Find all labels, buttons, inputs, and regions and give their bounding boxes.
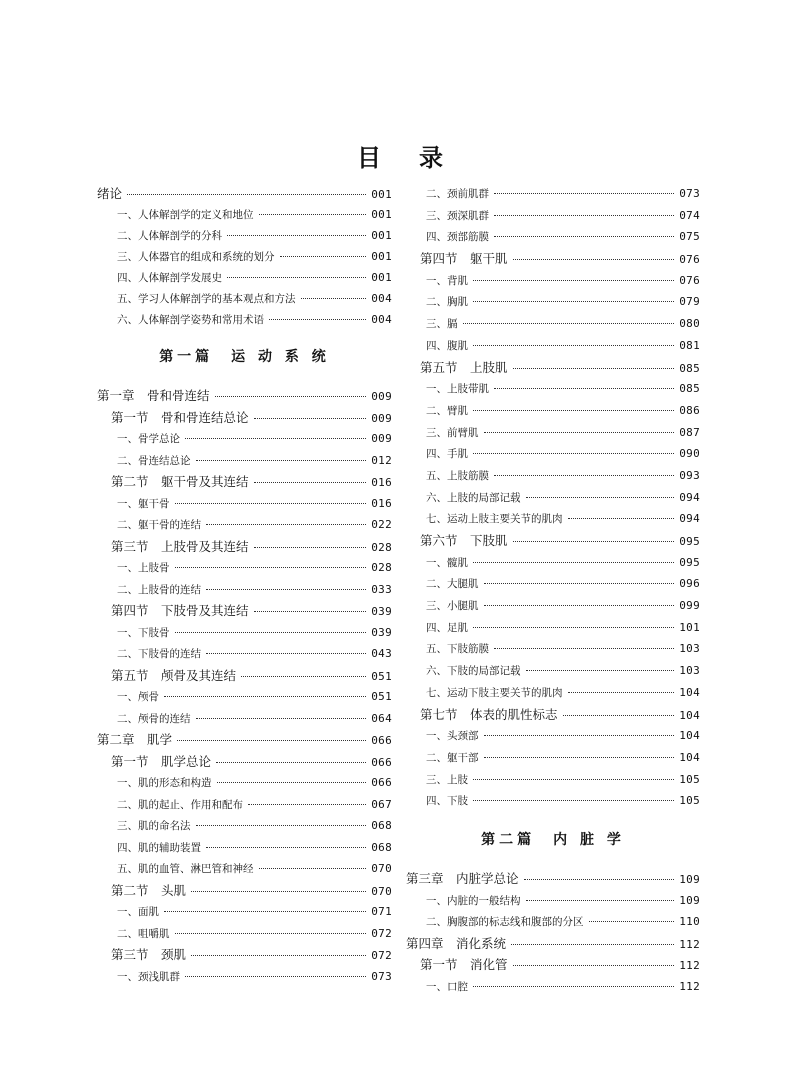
toc-label: 第一节 肌学总论 (111, 753, 212, 769)
page-number: 075 (679, 230, 700, 244)
toc-label: 二、躯干骨的连结 (117, 519, 201, 531)
toc-section[interactable] (406, 530, 700, 552)
dot-leader (494, 475, 674, 476)
toc-label: 一、头颈部 (426, 730, 479, 743)
toc-item[interactable] (97, 428, 392, 450)
toc-label: 第一章 骨和骨连结 (97, 388, 210, 403)
dot-leader (259, 868, 367, 869)
dot-leader (526, 497, 675, 498)
toc-chapter[interactable] (97, 385, 392, 407)
toc-item[interactable] (97, 901, 392, 923)
toc-label: 三、小腿肌 (426, 600, 479, 613)
dot-leader (280, 256, 367, 257)
toc-label: 二、颅骨的连结 (117, 712, 191, 725)
toc-section[interactable] (97, 407, 392, 429)
toc-section[interactable] (97, 600, 392, 622)
page-number: 103 (679, 642, 700, 656)
toc-item[interactable] (406, 573, 700, 595)
dot-leader (216, 762, 366, 763)
toc-label: 四、腹肌 (426, 339, 468, 352)
page-number: 104 (679, 685, 700, 699)
toc-label: 第二节 头肌 (111, 882, 187, 898)
toc-item[interactable] (97, 288, 392, 309)
toc-section[interactable] (97, 471, 392, 493)
toc-label: 四、足肌 (426, 621, 468, 634)
page-number: 028 (371, 561, 392, 574)
page-number: 101 (679, 620, 700, 634)
toc-label: 一、内脏的一般结构 (426, 894, 521, 907)
page-number: 016 (371, 496, 392, 510)
dot-leader (191, 891, 366, 892)
toc-label: 二、咀嚼肌 (117, 927, 170, 940)
toc-label: 一、人体解剖学的定义和地位 (117, 209, 254, 221)
dot-leader (175, 503, 367, 504)
page-number: 095 (679, 535, 700, 548)
toc-label: 四、人体解剖学发展史 (117, 272, 222, 284)
page-number: 095 (679, 555, 700, 569)
toc-label: 二、上肢骨的连结 (117, 583, 201, 596)
toc-column-left (97, 183, 392, 987)
dot-leader (484, 605, 675, 606)
toc-label: 第三章 内脏学总论 (406, 870, 519, 886)
page-number: 004 (371, 313, 392, 326)
page-number: 090 (679, 447, 700, 461)
toc-label: 三、上肢 (426, 773, 468, 786)
dot-leader (494, 388, 674, 389)
toc-item[interactable] (97, 267, 392, 288)
toc-item[interactable] (406, 270, 700, 292)
dot-leader (473, 410, 674, 411)
page-number: 073 (371, 969, 392, 983)
page-number: 001 (371, 208, 392, 221)
toc-item[interactable] (406, 508, 700, 530)
toc-item[interactable] (406, 976, 700, 998)
dot-leader (473, 800, 674, 801)
toc-label: 三、肌的命名法 (117, 820, 191, 832)
dot-leader (513, 368, 675, 369)
toc-label: 第一节 骨和骨连结总论 (111, 409, 249, 425)
dot-leader (241, 676, 366, 677)
toc-label: 第七节 体表的肌性标志 (420, 706, 558, 722)
toc-label: 二、臂肌 (426, 404, 468, 417)
toc-label: 第五节 上肢肌 (420, 359, 508, 375)
page-title: 目录 (357, 143, 481, 172)
dot-leader (473, 301, 674, 302)
toc-item[interactable] (97, 514, 392, 536)
dot-leader (185, 976, 366, 977)
page-number: 074 (679, 208, 700, 222)
toc-label: 三、膈 (426, 318, 458, 331)
toc-label: 第三节 颈肌 (111, 947, 187, 962)
page-number: 087 (679, 425, 700, 439)
page-number: 094 (679, 512, 700, 526)
toc-item[interactable] (406, 790, 700, 812)
toc-section[interactable] (406, 704, 700, 726)
dot-leader (177, 740, 366, 741)
toc-item[interactable] (97, 493, 392, 515)
page-number: 080 (679, 317, 700, 331)
toc-label: 第一节 消化管 (420, 957, 508, 973)
toc-item[interactable] (406, 638, 700, 660)
toc-label: 四、肌的辅助装置 (117, 841, 201, 854)
page-number: 109 (679, 893, 700, 907)
page-number: 051 (371, 690, 392, 703)
toc-item[interactable] (97, 815, 392, 837)
toc-item[interactable] (406, 595, 700, 617)
toc-chapter[interactable] (406, 933, 700, 955)
page-number: 068 (371, 819, 392, 832)
dot-leader (484, 757, 675, 758)
toc-item[interactable] (406, 205, 700, 227)
toc-label: 一、背肌 (426, 274, 468, 287)
toc-label: 二、人体解剖学的分科 (117, 230, 222, 242)
dot-leader (494, 648, 674, 649)
dot-leader (206, 847, 366, 848)
dot-leader (511, 944, 674, 945)
page-number: 043 (371, 647, 392, 660)
dot-leader (589, 921, 675, 922)
toc-label: 三、人体器官的组成和系统的划分 (117, 251, 275, 263)
toc-label: 第四节 躯干肌 (420, 251, 508, 267)
dot-leader (227, 277, 366, 278)
toc-label: 绪论 (97, 186, 123, 201)
page-number: 072 (371, 926, 392, 940)
page-number: 112 (679, 959, 700, 973)
toc-chapter[interactable] (97, 729, 392, 751)
dot-leader (463, 323, 675, 324)
dot-leader (196, 718, 367, 719)
toc-label: 一、颈浅肌群 (117, 970, 180, 983)
page-number: 009 (371, 411, 392, 425)
dot-leader (164, 911, 366, 912)
page-number: 085 (679, 361, 700, 375)
toc-item[interactable] (406, 617, 700, 639)
dot-leader (196, 460, 367, 461)
dot-leader (217, 782, 367, 783)
toc-label: 第三节 上肢骨及其连结 (111, 538, 249, 554)
page-number: 016 (371, 476, 392, 489)
dot-leader (526, 900, 675, 901)
toc-item[interactable] (97, 858, 392, 880)
page-number: 099 (679, 599, 700, 613)
toc-item[interactable] (97, 708, 392, 730)
dot-leader (227, 235, 366, 236)
toc-label: 一、骨学总论 (117, 433, 180, 445)
toc-item[interactable] (406, 443, 700, 465)
dot-leader (254, 482, 367, 483)
toc-label: 六、人体解剖学姿势和常用术语 (117, 314, 264, 326)
toc-label: 五、肌的血管、淋巴管和神经 (117, 863, 254, 875)
toc-item[interactable] (97, 309, 392, 330)
toc-label: 五、学习人体解剖学的基本观点和方法 (117, 293, 296, 305)
toc-item[interactable] (406, 291, 700, 313)
dot-leader (473, 280, 674, 281)
dot-leader (254, 547, 367, 548)
page-number: 073 (679, 187, 700, 200)
dot-leader (301, 298, 367, 299)
dot-leader (563, 715, 675, 716)
toc-label: 一、颅骨 (117, 691, 159, 703)
toc-item[interactable] (97, 622, 392, 644)
page-number: 022 (371, 518, 392, 531)
toc-item[interactable] (97, 204, 392, 225)
dot-leader (175, 567, 367, 568)
toc-chapter[interactable] (406, 868, 700, 890)
page-number: 105 (679, 794, 700, 808)
dot-leader (494, 236, 674, 237)
toc-item[interactable] (406, 335, 700, 357)
toc-label: 第四章 消化系统 (406, 935, 507, 951)
toc-section[interactable] (406, 357, 700, 379)
toc-label: 一、口腔 (426, 980, 468, 993)
toc-section[interactable] (97, 665, 392, 687)
toc-item[interactable] (406, 487, 700, 509)
dot-leader (259, 214, 367, 215)
page-number: 104 (679, 708, 700, 722)
toc-item[interactable] (97, 686, 392, 708)
toc-section[interactable] (97, 880, 392, 902)
page-number: 105 (679, 772, 700, 786)
dot-leader (185, 438, 366, 439)
toc-label: 二、下肢骨的连结 (117, 648, 201, 660)
toc-label: 一、上肢骨 (117, 562, 170, 574)
toc-item[interactable] (97, 837, 392, 859)
toc-item[interactable] (406, 400, 700, 422)
toc-label: 一、下肢骨 (117, 626, 170, 639)
page-number: 004 (371, 292, 392, 305)
page-number: 086 (679, 403, 700, 417)
page-number: 070 (371, 862, 392, 875)
dot-leader (484, 735, 675, 736)
dot-leader (269, 319, 366, 320)
toc-label: 四、手肌 (426, 448, 468, 461)
toc-section[interactable] (97, 944, 392, 966)
toc-item[interactable] (406, 378, 700, 400)
toc-label: 一、面肌 (117, 906, 159, 918)
toc-label: 五、下肢筋膜 (426, 643, 489, 656)
toc-label: 二、骨连结总论 (117, 454, 191, 467)
toc-label: 第四节 下肢骨及其连结 (111, 603, 249, 618)
toc-label: 七、运动上肢主要关节的肌肉 (426, 513, 563, 526)
page-number: 109 (679, 872, 700, 886)
toc-label: 第二节 躯干骨及其连结 (111, 474, 249, 489)
page-number: 039 (371, 605, 392, 618)
part-heading: 第一篇 运 动 系 统 (159, 349, 330, 365)
page-number: 068 (371, 840, 392, 854)
dot-leader (175, 933, 367, 934)
page-number: 112 (679, 979, 700, 993)
toc-item[interactable] (97, 772, 392, 794)
toc-item[interactable] (406, 747, 700, 769)
toc-item[interactable] (406, 725, 700, 747)
dot-leader (248, 804, 366, 805)
dot-leader (484, 583, 675, 584)
toc-item[interactable] (97, 450, 392, 472)
dot-leader (254, 611, 367, 612)
toc-chapter[interactable] (97, 183, 392, 204)
toc-item[interactable] (406, 682, 700, 704)
toc-item[interactable] (406, 552, 700, 574)
toc-section[interactable] (406, 954, 700, 976)
dot-leader (206, 524, 366, 525)
dot-leader (568, 518, 675, 519)
toc-item[interactable] (406, 226, 700, 248)
page-number: 094 (679, 490, 700, 504)
toc-item[interactable] (406, 313, 700, 335)
page-number: 104 (679, 750, 700, 764)
dot-leader (196, 825, 367, 826)
toc-item[interactable] (406, 769, 700, 791)
toc-section[interactable] (97, 751, 392, 773)
toc-label: 四、颈部筋膜 (426, 231, 489, 244)
toc-section[interactable] (97, 536, 392, 558)
dot-leader (191, 955, 366, 956)
page-number: 112 (679, 937, 700, 951)
dot-leader (473, 562, 674, 563)
toc-label: 四、下肢 (426, 795, 468, 808)
dot-leader (164, 696, 366, 697)
dot-leader (513, 541, 675, 542)
dot-leader (127, 194, 366, 195)
page-number: 071 (371, 905, 392, 918)
toc-label: 三、颈深肌群 (426, 209, 489, 222)
toc-item[interactable] (406, 660, 700, 682)
toc-item[interactable] (406, 183, 700, 205)
dot-leader (513, 965, 675, 966)
page-number: 009 (371, 390, 392, 403)
dot-leader (473, 779, 674, 780)
toc-column-right (406, 183, 700, 998)
part-heading: 第二篇 内 脏 学 (481, 831, 625, 848)
dot-leader (254, 418, 367, 419)
toc-label: 一、肌的形态和构造 (117, 777, 212, 789)
dot-leader (568, 692, 675, 693)
toc-item[interactable] (97, 643, 392, 665)
toc-item[interactable] (97, 225, 392, 246)
toc-label: 二、胸腹部的标志线和腹部的分区 (426, 916, 584, 929)
toc-label: 一、躯干骨 (117, 497, 170, 510)
dot-leader (206, 589, 366, 590)
dot-leader (484, 432, 675, 433)
page-number: 076 (679, 273, 700, 287)
dot-leader (526, 670, 675, 671)
toc-item[interactable] (406, 422, 700, 444)
toc-item[interactable] (97, 966, 392, 988)
dot-leader (215, 396, 367, 397)
page-number: 064 (371, 711, 392, 725)
toc-item[interactable] (406, 465, 700, 487)
toc-section[interactable] (406, 248, 700, 270)
toc-label: 第六节 下肢肌 (420, 533, 508, 548)
toc-label: 二、胸肌 (426, 296, 468, 309)
toc-label: 二、肌的起止、作用和配布 (117, 798, 243, 811)
toc-label: 一、上肢带肌 (426, 383, 489, 396)
toc-item[interactable] (97, 579, 392, 601)
dot-leader (473, 627, 674, 628)
toc-item[interactable] (97, 557, 392, 579)
toc-label: 第二章 肌学 (97, 732, 173, 747)
toc-label: 七、运动下肢主要关节的肌肉 (426, 686, 563, 699)
page-number: 104 (679, 729, 700, 743)
dot-leader (494, 215, 674, 216)
page-number: 076 (679, 253, 700, 267)
toc-item[interactable] (97, 794, 392, 816)
toc-label: 三、前臂肌 (426, 426, 479, 439)
page-number: 066 (371, 776, 392, 789)
page-number: 051 (371, 669, 392, 683)
page-number: 001 (371, 250, 392, 263)
page-number: 103 (679, 664, 700, 678)
page-number: 066 (371, 755, 392, 769)
toc-item[interactable] (406, 911, 700, 933)
toc-item[interactable] (406, 890, 700, 912)
page-number: 093 (679, 468, 700, 482)
dot-leader (513, 259, 675, 260)
dot-leader (473, 453, 674, 454)
dot-leader (175, 632, 367, 633)
dot-leader (494, 193, 674, 194)
page-number: 072 (371, 949, 392, 962)
toc-label: 二、大腿肌 (426, 578, 479, 591)
page-number: 033 (371, 582, 392, 596)
toc-label: 二、躯干部 (426, 751, 479, 764)
page-number: 012 (371, 453, 392, 467)
toc-label: 二、颈前肌群 (426, 188, 489, 200)
page-number: 079 (679, 295, 700, 309)
toc-label: 一、髋肌 (426, 556, 468, 569)
page-number: 096 (679, 577, 700, 591)
dot-leader (473, 986, 674, 987)
page-number: 081 (679, 338, 700, 352)
toc-item[interactable] (97, 923, 392, 945)
page-number: 001 (371, 271, 392, 284)
page-number: 085 (679, 382, 700, 396)
page-number: 028 (371, 540, 392, 554)
dot-leader (473, 345, 674, 346)
page-number: 066 (371, 734, 392, 747)
page-number: 070 (371, 884, 392, 898)
page-number: 009 (371, 432, 392, 445)
dot-leader (524, 879, 675, 880)
toc-label: 六、上肢的局部记载 (426, 491, 521, 504)
page-number: 110 (679, 915, 700, 929)
toc-item[interactable] (97, 246, 392, 267)
toc-label: 六、下肢的局部记载 (426, 665, 521, 678)
toc-label: 第五节 颅骨及其连结 (111, 667, 237, 683)
dot-leader (206, 653, 366, 654)
page-number: 067 (371, 797, 392, 811)
page-number: 001 (371, 229, 392, 242)
toc-label: 五、上肢筋膜 (426, 469, 489, 482)
page-number: 001 (371, 188, 392, 201)
page-number: 039 (371, 625, 392, 639)
